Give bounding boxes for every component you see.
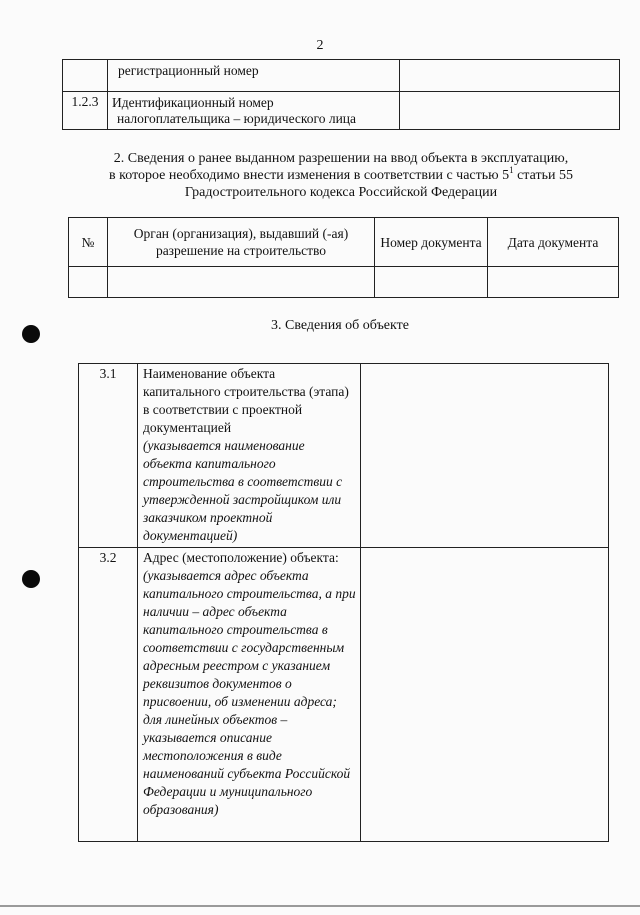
heading-line: Градостроительного кодекса Российской Федерации — [184, 185, 498, 200]
empty-cell — [108, 267, 375, 298]
page-bottom-edge — [0, 905, 640, 907]
previous-permit-table — [68, 217, 619, 298]
heading-line: 2. Сведения о ранее выданном разрешении на ввод объекта в эксплуатацию, — [113, 151, 569, 166]
object-details-table — [78, 363, 609, 842]
value-cell — [400, 92, 620, 130]
header-doc-date: Дата документа — [488, 218, 619, 267]
table-row — [79, 364, 609, 548]
table-row — [69, 267, 619, 298]
row-label: Адрес (местоположение) объекта: — [143, 550, 339, 565]
value-cell — [400, 60, 620, 92]
binder-hole-icon — [22, 570, 40, 588]
section-3-heading: 3. Сведения об объекте — [271, 318, 409, 333]
value-cell — [361, 548, 609, 842]
row-label-line: Идентификационный номер — [112, 95, 274, 110]
empty-cell — [375, 267, 488, 298]
row-description — [138, 364, 361, 548]
table-row — [63, 60, 620, 92]
table-row — [63, 92, 620, 130]
row-label: Наименование объекта капитального строительства (этапа) в соответствии с проектной документацией — [143, 366, 349, 435]
row-number: 3.2 — [79, 548, 138, 842]
superscript: 1 — [509, 165, 514, 175]
section-2-heading — [62, 150, 620, 201]
heading-line — [62, 167, 620, 184]
row-number — [63, 60, 108, 92]
value-cell — [361, 364, 609, 548]
row-label-line: налогоплательщика – юридического лица — [117, 111, 357, 126]
empty-cell — [488, 267, 619, 298]
header-doc-number: Номер документа — [375, 218, 488, 267]
header-organ: Орган (организация), выдавший (-ая) разрешение на строительство — [108, 218, 375, 267]
row-number: 3.1 — [79, 364, 138, 548]
page-number: 2 — [316, 38, 324, 53]
header-num: № — [69, 218, 108, 267]
applicant-details-table — [62, 59, 620, 130]
table-row — [79, 548, 609, 842]
empty-cell — [69, 267, 108, 298]
row-number: 1.2.3 — [63, 92, 108, 130]
row-label: регистрационный номер — [108, 60, 400, 92]
row-note: (указывается наименование объекта капитального строительства в соответствии с утвержденной застройщиком или заказчиком проектной документацией) — [143, 438, 343, 543]
heading-text: в которое необходимо внести изменения в соответствии с частью 5 — [109, 168, 510, 183]
row-description — [138, 548, 361, 842]
row-note: (указывается адрес объекта капитального строительства, а при наличии – адрес объекта капитального строительства в соответствии с государственным адресным реестром с указанием реквизитов документов о присвоении, об изменении адреса; для линейных объектов – указывается описание местоположения в виде наименований субъекта Российской Федерации и муниципального образования) — [143, 568, 356, 817]
heading-text: статьи 55 — [513, 168, 573, 183]
row-label — [108, 92, 400, 130]
table-header-row — [69, 218, 619, 267]
